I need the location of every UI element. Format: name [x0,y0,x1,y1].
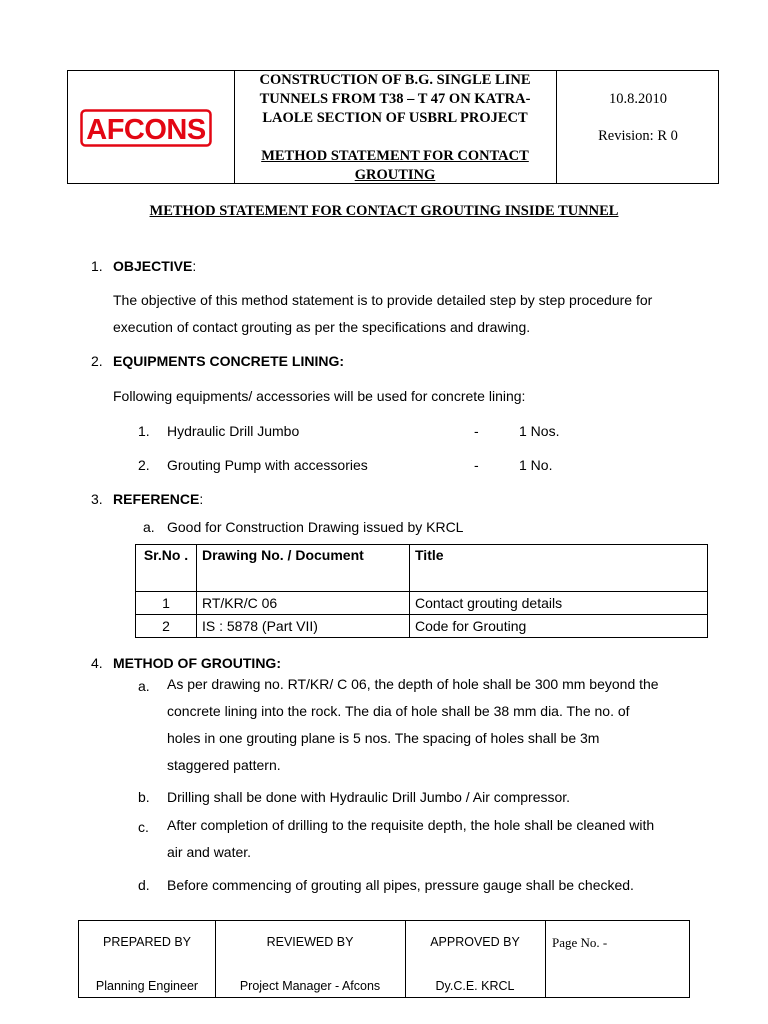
header-table [67,70,719,184]
afcons-logo [80,109,212,147]
doc-revision: Revision: R 0 [598,128,678,144]
objective-text-line: The objective of this method statement is to provide detailed step by step procedure for [113,292,653,308]
method-heading: METHOD OF GROUTING: [113,655,281,671]
title-cell [234,71,557,183]
objective-text-line: execution of contact grouting as per the specifications and drawing. [113,319,531,335]
signature-table [78,920,690,998]
document-title: METHOD STATEMENT FOR CONTACT GROUTING INSIDE TUNNEL [149,203,619,219]
table-header-row [136,545,708,592]
reference-table [135,544,708,638]
prepared-label: PREPARED BY [103,935,191,949]
table-row: 2 IS : 5878 (Part VII) Code for Grouting [136,615,708,638]
page-number-label: Page No. - [552,935,608,950]
col-header-title: Title [410,545,708,592]
equipment-qty: 1 No. [519,457,553,473]
project-title: CONSTRUCTION OF B.G. SINGLE LINE TUNNELS FROM T38 – T 47 ON KATRA- LAOLE SECTION OF USBRL PROJECT [259,72,531,126]
prepared-value: Planning Engineer [95,979,199,993]
doc-date: 10.8.2010 [609,91,667,107]
reference-heading: REFERENCE: [113,491,204,507]
reviewed-value: Project Manager - Afcons [239,979,381,993]
section-number: 4. [91,655,103,671]
method-item-text: Drilling shall be done with Hydraulic Drill Jumbo / Air compressor. [167,789,571,805]
objective-heading: OBJECTIVE: [113,258,197,274]
equipments-heading: EQUIPMENTS CONCRETE LINING: [113,353,345,369]
method-item-text: As per drawing no. RT/KR/ C 06, the depth of hole shall be 300 mm beyond the concrete lining into the rock. The dia of hole shall be 38 mm dia. The no. of holes in one grouting plane is 5 nos. The spacing of holes shall be 3m staggered pattern. [167,676,659,773]
approved-cell [405,921,546,997]
logo-cell [68,71,235,183]
method-item-text: After completion of drilling to the requisite depth, the hole shall be cleaned with air and water. [167,817,655,860]
equipment-qty: 1 Nos. [519,423,560,439]
approved-label: APPROVED BY [430,935,520,949]
method-statement-title: METHOD STATEMENT FOR CONTACT GROUTING [261,148,529,183]
reviewed-label: REVIEWED BY [266,935,354,949]
col-header-drawing: Drawing No. / Document [197,545,410,592]
page-cell [545,921,689,997]
equipment-name: Grouting Pump with accessories [167,457,368,473]
section-number: 2. [91,353,103,369]
logo-text: AFCONS [86,114,206,146]
reference-subtext: Good for Construction Drawing issued by KRCL [167,519,464,535]
equipments-intro: Following equipments/ accessories will be used for concrete lining: [113,388,526,404]
approved-value: Dy.C.E. KRCL [435,979,515,993]
method-item-text: Before commencing of grouting all pipes, pressure gauge shall be checked. [167,877,634,893]
reviewed-cell [215,921,406,997]
section-number: 1. [91,258,103,274]
prepared-cell [79,921,216,997]
date-revision-cell [557,71,719,183]
table-row: 1 RT/KR/C 06 Contact grouting details [136,592,708,615]
equipment-name: Hydraulic Drill Jumbo [167,423,300,439]
section-number: 3. [91,491,103,507]
col-header-srno: Sr.No . [136,545,197,592]
